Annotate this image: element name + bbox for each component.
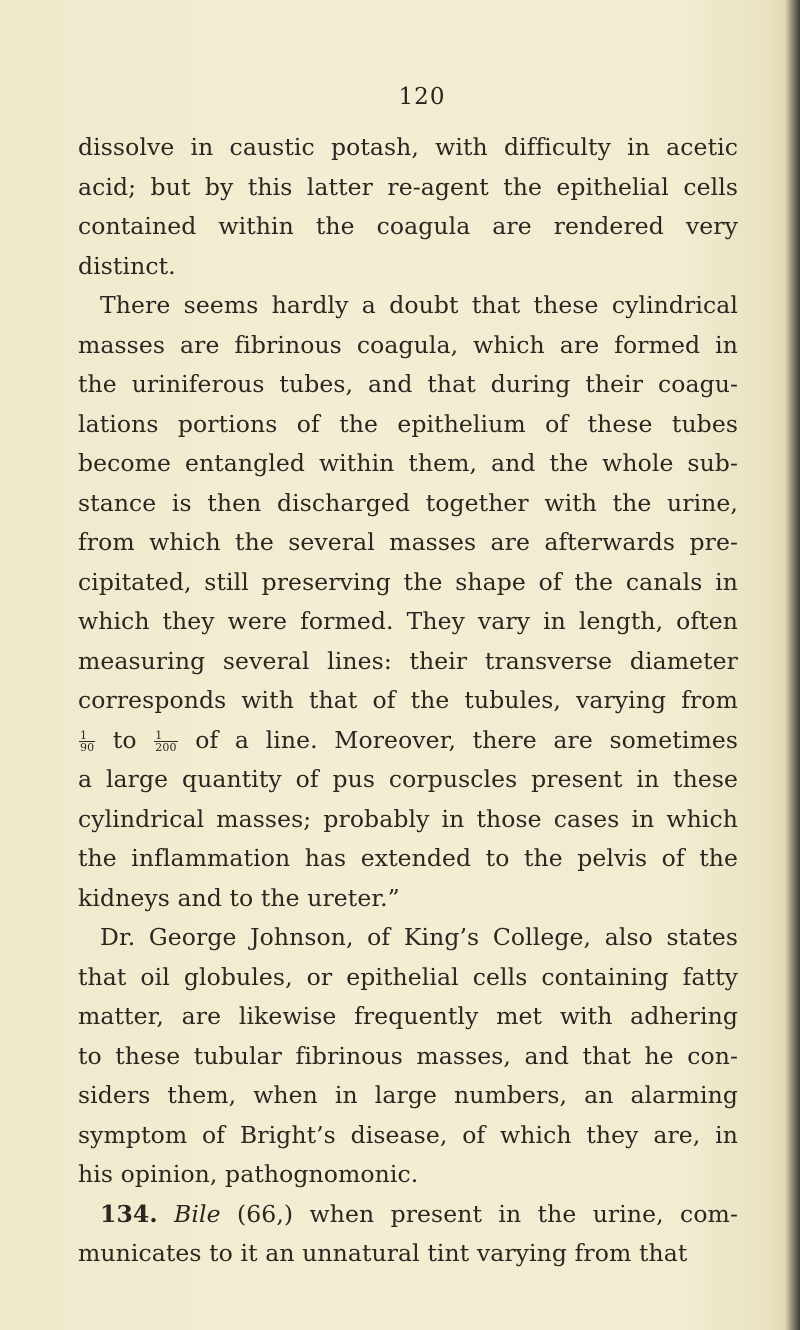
fraction-denominator: 200 (155, 740, 177, 754)
fraction-one-ninetieth (79, 730, 95, 753)
text-line: masses are fibrinous coagula, which are formed in (78, 330, 738, 359)
text-line: dissolve in caustic potash, with difficulty in acetic (78, 133, 738, 161)
fraction-denominator: 90 (80, 740, 95, 754)
text-line: the uriniferous tubes, and that during their coagu- (78, 370, 738, 398)
text-line: cylindrical masses; probably in those cases in which (78, 804, 738, 833)
text-line: cipitated, still preserving the shape of the canals in (78, 567, 738, 596)
text-line: distinct. (78, 251, 176, 280)
text-line: Dr. George Johnson, of King’s College, also states (100, 923, 738, 951)
text-line: which they were formed. They vary in length, often (78, 607, 738, 635)
section-number: 134. (100, 1199, 158, 1228)
fraction-connector: to (112, 725, 137, 754)
text-line: his opinion, pathognomonic. (78, 1160, 419, 1188)
text-line: municates to it an unnatural tint varying from that (78, 1239, 688, 1267)
body-text (78, 128, 738, 1274)
text-line: that oil globules, or epithelial cells containing fatty (78, 962, 738, 991)
text-line: a large quantity of pus corpuscles present in these (78, 765, 738, 793)
text-line: kidneys and to the ureter.” (78, 883, 400, 912)
text-line: siders them, when in large numbers, an alarming (78, 1081, 738, 1109)
text-line: to these tubular fibrinous masses, and that he con- (78, 1041, 738, 1070)
text-line: symptom of Bright’s disease, of which they are, in (78, 1120, 738, 1149)
text-line: There seems hardly a doubt that these cylindrical (100, 291, 738, 319)
text-line: corresponds with that of the tubules, varying from (78, 686, 738, 714)
section-line-rest: (66,) when present in the urine, com- (236, 1199, 738, 1228)
fraction-numerator: 1 (154, 730, 177, 742)
text-line: matter, are likewise frequently met with adhering (78, 1002, 738, 1030)
section-text-line (78, 1195, 738, 1235)
section-term: Bile (174, 1199, 221, 1228)
text-line: stance is then discharged together with the urine, (78, 488, 738, 517)
text-line: the inflammation has extended to the pelvis of the (78, 844, 738, 872)
fraction-line-rest: of a line. Moreover, there are sometimes (195, 725, 738, 754)
text-line: measuring several lines: their transverse diameter (78, 646, 738, 675)
text-line: contained within the coagula are rendered very (78, 212, 738, 240)
text-line: acid; but by this latter re-agent the epithelial cells (78, 172, 738, 201)
fraction-text-line (78, 721, 738, 761)
text-line: lations portions of the epithelium of these tubes (78, 409, 738, 438)
text-line: from which the several masses are afterwards pre- (78, 528, 738, 556)
fraction-numerator: 1 (79, 730, 95, 742)
page-number: 120 (398, 84, 446, 110)
text-line: become entangled within them, and the whole sub- (78, 449, 738, 477)
page-edge-shadow (786, 0, 800, 1330)
fraction-one-two-hundredth (154, 730, 177, 753)
